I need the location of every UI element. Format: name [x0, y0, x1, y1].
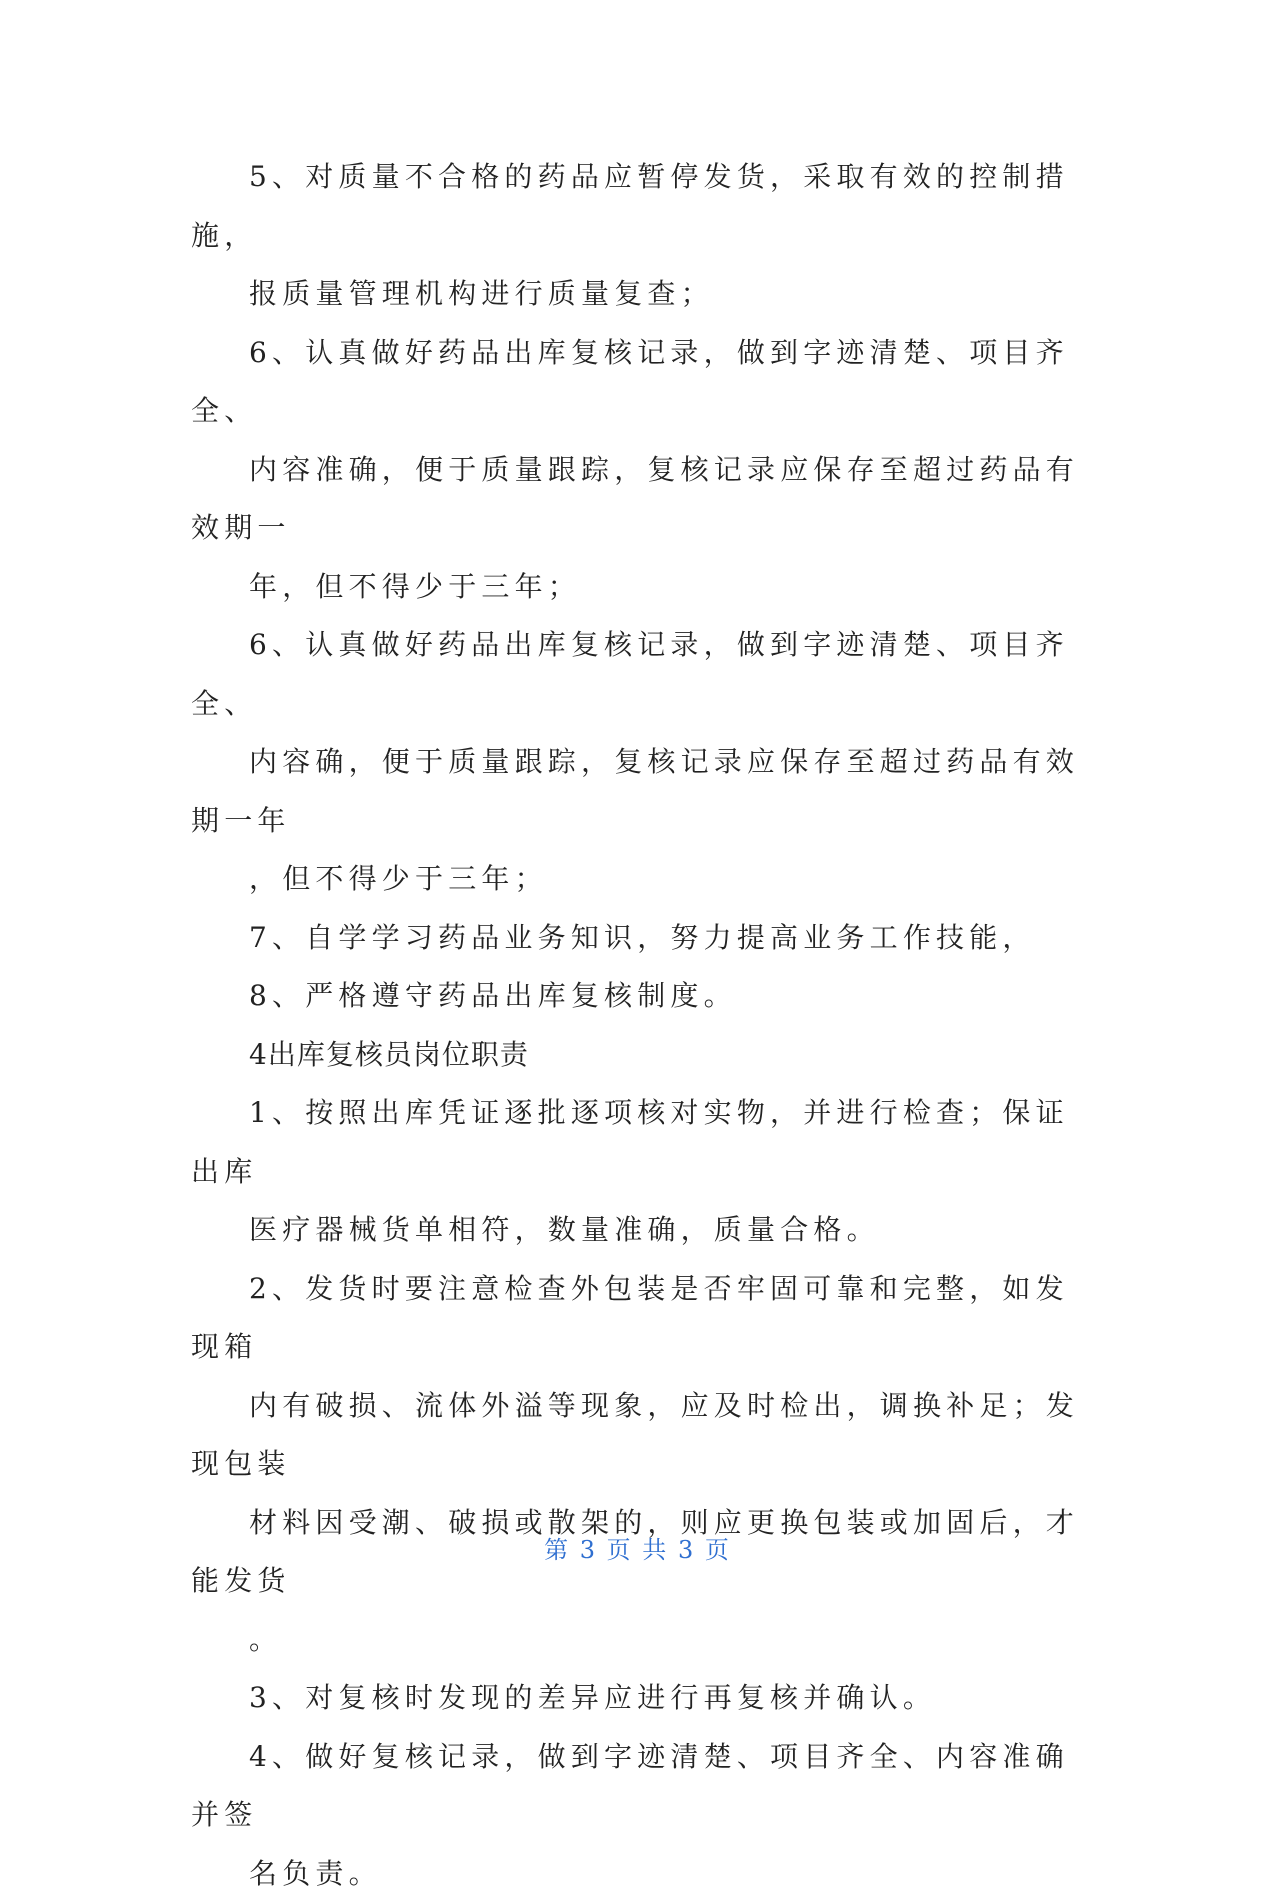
- paragraph: [191, 1728, 1085, 1903]
- text-line: 名负责。: [191, 1845, 1085, 1903]
- paragraph: [191, 148, 1085, 324]
- text-line: 4、做好复核记录，做到字迹清楚、项目齐全、内容准确并签: [191, 1728, 1085, 1845]
- paragraph: [191, 1669, 1085, 1728]
- text-line: 6、认真做好药品出库复核记录，做到字迹清楚、项目齐全、: [191, 616, 1085, 733]
- paragraph: [191, 1084, 1085, 1260]
- paragraph: [191, 616, 1085, 909]
- text-line: 。: [191, 1611, 1085, 1670]
- text-line: 4出库复核员岗位职责: [191, 1026, 1085, 1085]
- text-line: 年，但不得少于三年；: [191, 558, 1085, 617]
- text-line: 报质量管理机构进行质量复查；: [191, 265, 1085, 324]
- text-line: 3、对复核时发现的差异应进行再复核并确认。: [191, 1669, 1085, 1728]
- text-line: ，但不得少于三年；: [191, 850, 1085, 909]
- page-number-footer: 第 3 页 共 3 页: [0, 1530, 1275, 1565]
- text-line: 6、认真做好药品出库复核记录，做到字迹清楚、项目齐全、: [191, 324, 1085, 441]
- text-line: 2、发货时要注意检查外包装是否牢固可靠和完整，如发现箱: [191, 1260, 1085, 1377]
- document-body: [191, 148, 1085, 1903]
- text-line: 5、对质量不合格的药品应暂停发货，采取有效的控制措施，: [191, 148, 1085, 265]
- paragraph: [191, 1260, 1085, 1670]
- paragraph: [191, 324, 1085, 617]
- paragraph: [191, 967, 1085, 1026]
- text-line: 内容准确，便于质量跟踪，复核记录应保存至超过药品有效期一: [191, 441, 1085, 558]
- text-line: 1、按照出库凭证逐批逐项核对实物，并进行检查；保证出库: [191, 1084, 1085, 1201]
- text-line: 医疗器械货单相符，数量准确，质量合格。: [191, 1201, 1085, 1260]
- text-line: 内有破损、流体外溢等现象，应及时检出，调换补足；发现包装: [191, 1377, 1085, 1494]
- text-line: 内容确，便于质量跟踪，复核记录应保存至超过药品有效期一年: [191, 733, 1085, 850]
- text-line: 材料因受潮、破损或散架的，则应更换包装或加固后，才能发货: [191, 1494, 1085, 1611]
- text-line: 8、严格遵守药品出库复核制度。: [191, 967, 1085, 1026]
- section-heading: [191, 1026, 1085, 1085]
- paragraph: [191, 909, 1085, 968]
- text-line: 7、自学学习药品业务知识，努力提高业务工作技能，: [191, 909, 1085, 968]
